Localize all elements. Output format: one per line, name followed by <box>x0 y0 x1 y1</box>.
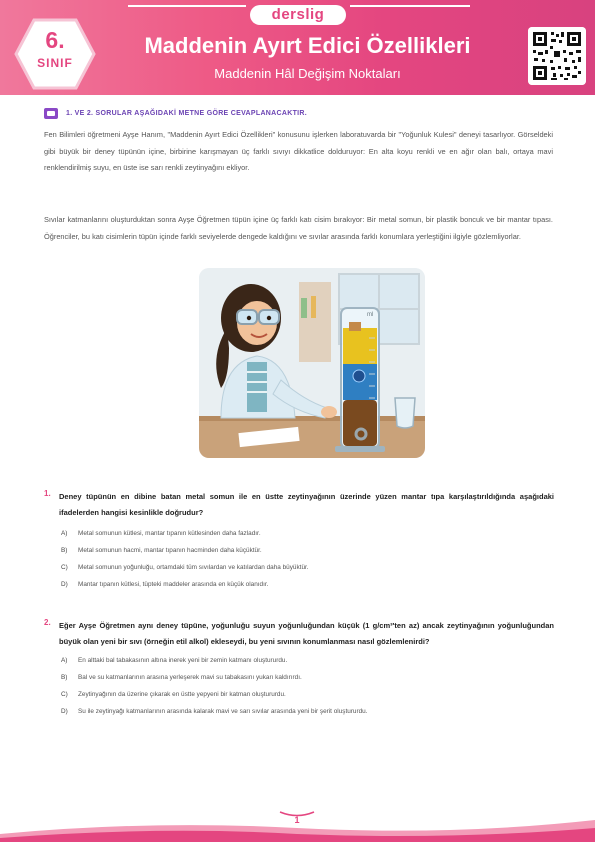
answer-option[interactable] <box>61 686 554 703</box>
answer-option[interactable] <box>61 669 554 686</box>
option-letter: C) <box>61 691 68 698</box>
option-text: Metal somunun yoğunluğu, ortamdaki tüm sıvılardan ve katılardan daha büyüktür. <box>78 564 309 571</box>
question-1 <box>44 489 554 593</box>
instruction-line <box>44 108 307 119</box>
option-letter: A) <box>61 530 68 537</box>
option-text: Metal somunun hacmi, mantar tıpanın hacminden daha küçüktür. <box>78 547 262 554</box>
grade-label: SINIF <box>37 56 73 70</box>
intro-paragraph-1: Fen Bilimleri öğretmeni Ayşe Hanım, "Maddenin Ayırt Edici Özellikleri" konusunu işlerken laboratuvarda bir "Yoğunluk Kulesi" deneyi tasarlıyor. Görseldeki gibi büyük bir deney tüpünün içine, birbirine karışmayan üç farklı sıvıyı dikkatlice dolduruyor: En alta koyu renkli ve en ağır olan balı, ortaya mavi renklendirilmiş suyu, en üste ise sarı renkli zeytinyağını ekliyor. <box>44 130 553 172</box>
tube-unit-label: ml <box>367 312 374 318</box>
answer-option[interactable] <box>61 559 554 576</box>
option-letter: C) <box>61 564 68 571</box>
option-text: Su ile zeytinyağı katmanlarının arasında kalarak mavi ve sarı sıvılar arasında yeni bir şerit oluştururdu. <box>78 708 368 715</box>
option-text: Mantar tıpanın kütlesi, tüpteki maddeler arasında en küçük olanıdır. <box>78 581 269 588</box>
page-subtitle: Maddenin Hâl Değişim Noktaları <box>214 66 401 81</box>
brand-line-right <box>350 5 470 7</box>
page-header <box>0 0 595 95</box>
qr-code-icon[interactable] <box>528 27 586 85</box>
lab-illustration <box>199 268 425 458</box>
answer-option[interactable] <box>61 652 554 669</box>
density-tower-illustration <box>199 268 425 458</box>
answer-option[interactable] <box>61 576 554 593</box>
instruction-text: 1. VE 2. SORULAR AŞAĞIDAKİ METNE GÖRE CEVAPLANACAKTIR. <box>66 110 307 117</box>
option-letter: A) <box>61 657 68 664</box>
question-2 <box>44 618 554 720</box>
page-title: Maddenin Ayırt Edici Özellikleri <box>144 33 471 58</box>
brand-line-left <box>128 5 246 7</box>
question-number: 1. <box>44 489 51 498</box>
option-letter: D) <box>61 581 68 588</box>
intro-paragraph-2: Sıvılar katmanlarını oluşturduktan sonra Ayşe Öğretmen tüpün içine üç farklı katı cisim bırakıyor: Bir metal somun, bir plastik boncuk ve bir mantar tıpası. Öğrenciler, bu katı cisimlerin tüpün içinde farklı seviyelerde dengede kaldığını ve sıvılar arasında farklı konumlara yerleştiğini ilgiyle gözlemliyorlar. <box>44 215 553 241</box>
question-number: 2. <box>44 618 51 627</box>
option-letter: B) <box>61 674 68 681</box>
answer-option[interactable] <box>61 703 554 720</box>
book-icon <box>44 108 58 119</box>
brand-logo: derslig <box>250 5 346 25</box>
grade-number: 6. <box>45 27 65 53</box>
option-text: Metal somunun kütlesi, mantar tıpanın kütlesinden daha fazladır. <box>78 530 261 537</box>
answer-option[interactable] <box>61 542 554 559</box>
question-text: Deney tüpünün en dibine batan metal somun ile en üstte zeytinyağının üzerinde yüzen mantar tıpa karşılaştırıldığında aşağıdaki ifadelerden hangisi kesinlikle doğrudur? <box>59 492 554 517</box>
page-number: 1 <box>294 815 300 825</box>
option-text: Bal ve su katmanlarının arasına yerleşerek mavi su tabakasını yukarı kaldırırdı. <box>78 674 302 681</box>
question-text: Eğer Ayşe Öğretmen aynı deney tüpüne, yoğunluğu suyun yoğunluğundan küçük (1 g/cm³'ten az) ancak zeytinyağının yoğunluğundan büyük olan yeni bir sıvı (örneğin etil alkol) ekleseydi, bu yeni sıvının konumlanması nasıl gözlemlenirdi? <box>59 621 554 646</box>
answer-option[interactable] <box>61 525 554 542</box>
option-letter: D) <box>61 708 68 715</box>
option-letter: B) <box>61 547 68 554</box>
option-text: Zeytinyağının da üzerine çıkarak en üstte yepyeni bir katman oluştururdu. <box>78 691 286 698</box>
option-text: En alttaki bal tabakasının altına inerek yeni bir zemin katmanı oluştururdu. <box>78 657 288 664</box>
